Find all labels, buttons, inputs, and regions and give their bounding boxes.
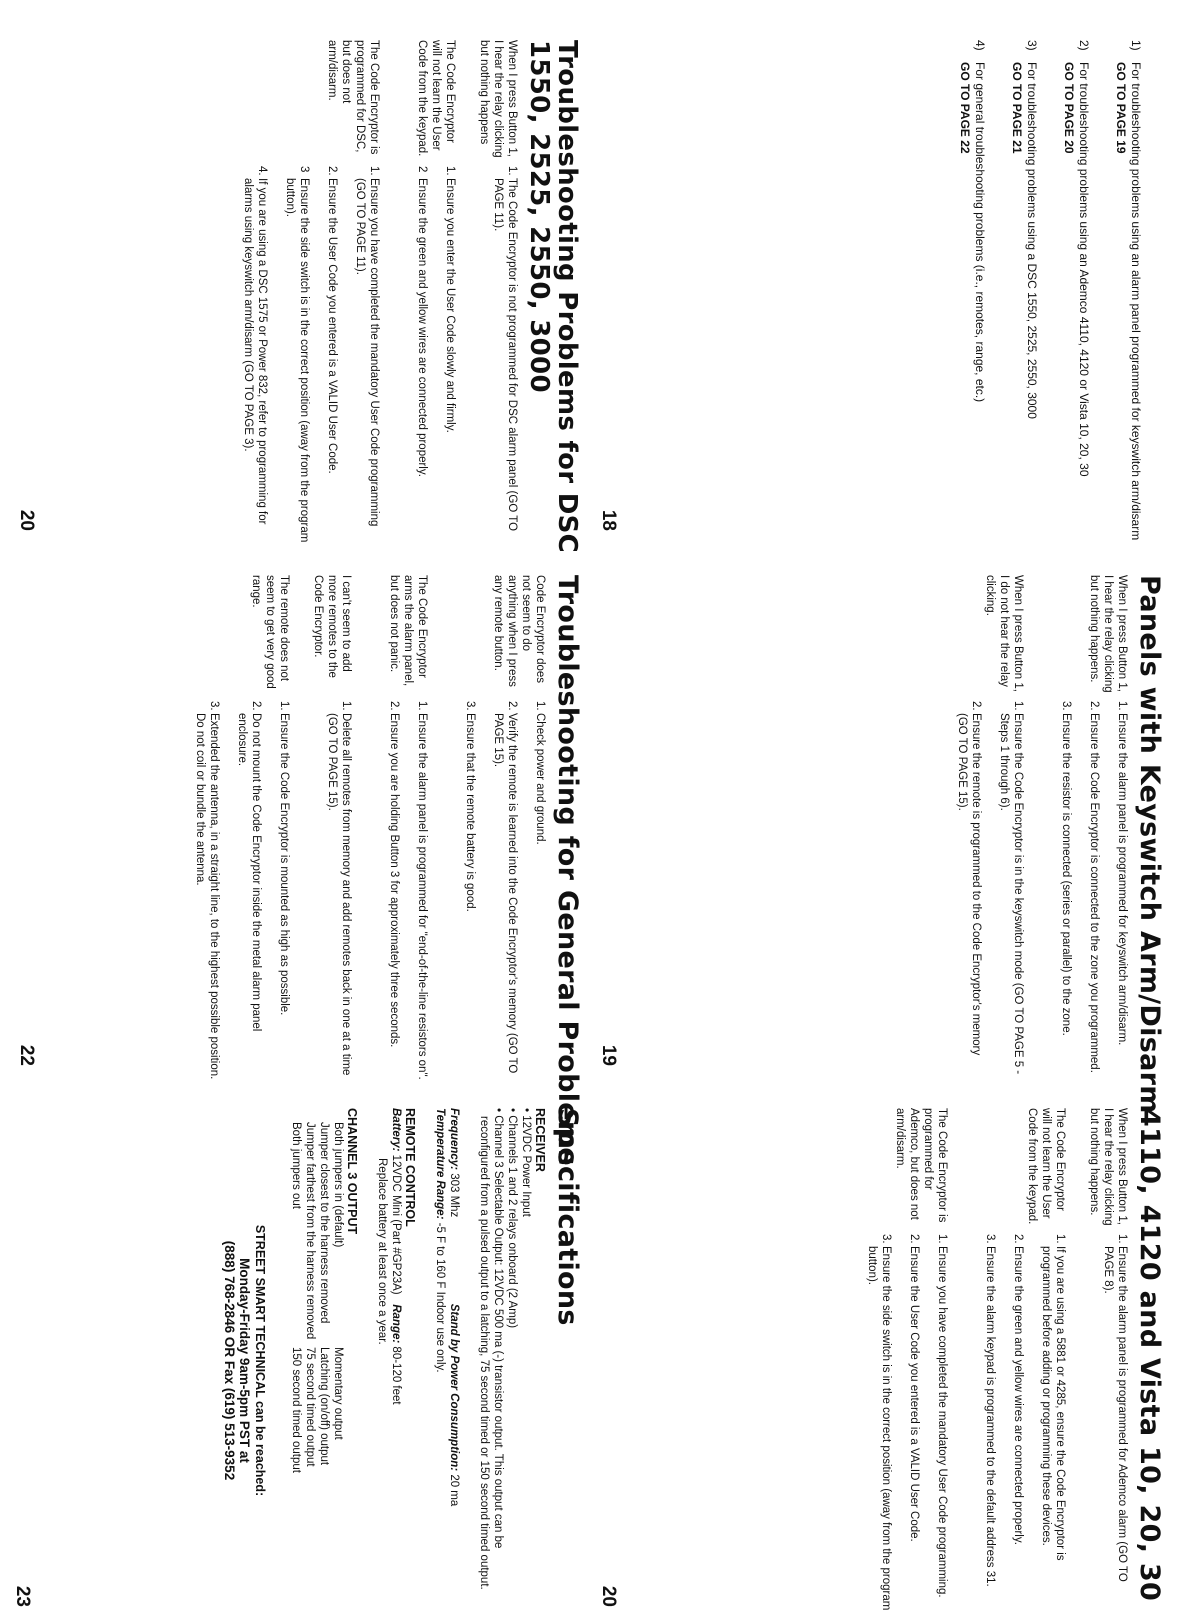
output-mode: 150 second timed output [290, 1347, 302, 1473]
page-20-ademco [598, 1108, 1165, 1613]
solution-item [415, 166, 429, 545]
battery-value: 12VDC Mini (Part #GP23A) [390, 1154, 402, 1295]
solution-text: Ensure the alarm panel is programmed for "end-of-the-line resistors on". [416, 713, 428, 1080]
solution-item [353, 166, 381, 545]
support-phone: (888) 768-2846 OR Fax (619) 513-9352 [222, 1240, 237, 1481]
solution-number: 4. [256, 166, 268, 176]
page-18-guide [598, 40, 1163, 545]
remote-heading: REMOTE CONTROL [403, 1108, 417, 1227]
solution-number: 1. [416, 701, 428, 711]
solution-number: 2. [1088, 701, 1100, 711]
channel3-row [303, 1108, 317, 1613]
solution-text: Ensure the alarm keypad is programmed to the default address 31. [984, 1246, 996, 1587]
trouble-row [851, 1108, 949, 1613]
range-value: 80-120 feet [390, 1346, 402, 1405]
problem-text: The Code Encryptor arms the alarm panel, but does not panic. [388, 575, 428, 687]
solution-item [1101, 1234, 1129, 1613]
solution-item [955, 701, 983, 1080]
problem-text: When I press Button 1, I hear the relay clicking but nothing happens. [1088, 575, 1128, 693]
solution-item [1115, 701, 1129, 1080]
trouble-row [449, 575, 547, 1080]
solution-number: 1. [1012, 701, 1024, 711]
solution-text: Check power and ground. [534, 713, 546, 845]
solution-number: 3. [208, 701, 220, 711]
guide-goto: GO TO PAGE 19 [1114, 62, 1128, 154]
trouble-row [477, 40, 519, 545]
guide-text: For troubleshooting problems using an Ademco 4110, 4120 or Vista 10, 20, 30 [1077, 62, 1091, 477]
guide-number: 1) [1129, 40, 1143, 51]
trouble-row [969, 1108, 1067, 1613]
solution-number: 1. [368, 166, 380, 176]
section-title: Troubleshooting Problems for DSC [552, 40, 582, 554]
solution-number: 3. [984, 1234, 996, 1244]
channel3-row [289, 1108, 303, 1613]
channel3-row [317, 1108, 331, 1613]
section-title: Specifications [552, 1108, 583, 1326]
problem-text: When I press Button 1, I do not hear the relay clicking. [984, 575, 1024, 692]
solution-text: Ensure the alarm panel is programmed for keyswitch arm/disarm. [1116, 713, 1128, 1046]
solution-item [491, 701, 519, 1080]
section-title: Troubleshooting for General Problems [552, 575, 583, 1166]
output-mode: 75 second timed output [304, 1347, 316, 1467]
receiver-item: • Channel 3 Selectable Output: 12VDC 500 ma (-) transistor output. This output can be reconfigured from a pulsed output to a latching, 75 second timed or 150 second timed output. [478, 1108, 504, 1590]
solution-text: Ensure the User Code you entered is a VALID User Code. [908, 1246, 920, 1542]
solution-text: Ensure the green and yellow wires are connected properly. [1012, 1246, 1024, 1545]
solution-text: Ensure you enter the User Code slowly and firmly. [444, 178, 456, 433]
section-title: 4110, 4120 and Vista 10, 20, 30 [1134, 1108, 1165, 1602]
problem-text: When I press Button 1, I hear the relay clicking but nothing happens [478, 40, 518, 158]
problem-text: The Code Encryptor will not learn the User Code from the keypad. [1026, 1108, 1066, 1225]
guide-item [1113, 40, 1143, 545]
solution-item [325, 166, 339, 545]
temperature-label: Temperature Range: [434, 1108, 446, 1220]
solution-text: Ensure the green and yellow wires are connected properly. [416, 178, 428, 477]
jumper-setting: Both jumpers out [290, 1122, 302, 1209]
channel3-row [331, 1108, 345, 1613]
solution-text: Ensure the User Code you entered is a VALID User Code. [326, 178, 338, 474]
solution-number: 2. [326, 166, 338, 176]
guide-item [957, 40, 987, 545]
trouble-row [373, 575, 429, 1080]
guide-number: 3) [1025, 40, 1039, 51]
solution-text: If you are using a 5881 or 4285, ensure the Code Encryptor is programmed before adding or programming these devices. [1040, 1246, 1066, 1561]
range-label: Range: [390, 1304, 402, 1344]
solution-item [193, 701, 221, 1080]
temperature-value: -5 F to 160 F Indoor use only. [434, 1222, 446, 1373]
section-title: Panels with Keyswitch Arm/Disarm [1134, 575, 1165, 1114]
problem-text: The Code Encryptor will not learn the User Code from the keypad. [416, 40, 456, 157]
receiver-item: • Channels 1 and 2 relays onboard (2 Amp) [506, 1108, 518, 1329]
solution-item [1011, 1234, 1025, 1613]
solution-text: Ensure the Code Encryptor is in the keyswitch mode (GO TO PAGE 5 - Steps 1 through 6). [998, 713, 1024, 1075]
solution-item [387, 701, 401, 1080]
problem-text: The Code Encryptor is programmed for DSC, but does not arm/disarm. [326, 40, 380, 155]
solution-text: Delete all remotes from memory and add remotes back in one at a time (GO TO PAGE 15). [326, 713, 352, 1076]
solution-text: Ensure you have completed the mandatory User Code programming (GO TO PAGE 11). [354, 178, 380, 527]
guide-item [1061, 40, 1091, 545]
solution-number: 1. [506, 166, 518, 176]
receiver-item: • 12VDC Power Input [520, 1108, 532, 1217]
page-number: 22 [16, 1044, 37, 1066]
trouble-row [1045, 575, 1129, 1080]
output-mode: Latching (on/off) output [318, 1347, 330, 1466]
solution-text: If you are using a DSC 1575 or Power 832, refer to programming for alarms using keyswitch arm/disarm (GO TO PAGE 3). [242, 178, 268, 525]
page-23-specifications [12, 1108, 583, 1613]
guide-text: For troubleshooting problems using a DSC 1550, 2525, 2550, 3000 [1025, 62, 1039, 419]
solution-number: 1. [534, 701, 546, 711]
trouble-row [941, 575, 1025, 1080]
guide-text: For general troubleshooting problems (i.e., remotes, range, etc.) [973, 62, 987, 403]
jumper-setting: Jumper farthest from the harness removed [304, 1122, 316, 1340]
battery-note: Replace battery at least once a year. [376, 1158, 388, 1345]
guide-goto: GO TO PAGE 20 [1062, 62, 1076, 154]
solution-item [907, 1234, 921, 1613]
solution-text: Ensure the Code Encryptor is mounted as high as possible. [278, 713, 290, 1016]
solution-number: 1. [1054, 1234, 1066, 1244]
problem-text: The remote does not seem to get very good range. [250, 575, 290, 689]
standby-label: Stand by Power Consumption: [448, 1303, 460, 1472]
solution-number: 2. [1012, 1234, 1024, 1244]
solution-number: 3. [880, 1234, 892, 1244]
frequency-value: 303 Mhz [448, 1173, 460, 1218]
problem-text: I can't seem to add more remotes to the Code Encryptor. [312, 575, 352, 678]
guide-goto: GO TO PAGE 22 [958, 62, 972, 154]
solution-item [1059, 701, 1073, 1080]
solution-item [935, 1234, 949, 1613]
receiver-heading: RECEIVER [533, 1108, 547, 1172]
page-21-dsc [15, 40, 582, 554]
solution-item [235, 701, 263, 1080]
trouble-row [401, 40, 457, 545]
channel3-heading: CHANNEL 3 OUTPUT [345, 1108, 359, 1235]
solution-item [491, 166, 519, 545]
output-mode: Momentary output [332, 1347, 344, 1440]
solution-item [1039, 1234, 1067, 1613]
frequency-block [433, 1108, 461, 1613]
solution-item [241, 166, 269, 545]
solution-number: 3 [298, 166, 310, 173]
trouble-row [179, 575, 291, 1080]
solution-text: Verify the remote is learned into the Code Encryptor's memory (GO TO PAGE 15). [492, 713, 518, 1074]
solution-item [415, 701, 429, 1080]
frequency-label: Frequency: [448, 1108, 460, 1170]
problem-text: When I press Button 1, I hear the relay clicking but nothing happens. [1088, 1108, 1128, 1226]
guide-text: For troubleshooting problems using an alarm panel programmed for keyswitch arm/disarm [1129, 62, 1143, 541]
support-line: STREET SMART TECHNICAL can be reached: [253, 1224, 267, 1497]
solution-number: 2. [506, 701, 518, 711]
solution-item [463, 701, 477, 1080]
receiver-block [477, 1108, 547, 1613]
page-number: 20 [16, 509, 37, 531]
guide-item [1009, 40, 1039, 545]
solution-number: 3. [1060, 701, 1072, 711]
solution-item [283, 166, 311, 545]
trouble-row [311, 575, 353, 1080]
solution-number: 2 [416, 166, 428, 173]
solution-text: Do not mount the Code Encryptor inside the metal alarm panel enclosure. [236, 713, 262, 1032]
solution-number: 2. [970, 701, 982, 711]
guide-number: 2) [1077, 40, 1091, 51]
solution-number: 1. [340, 701, 352, 711]
problem-text: Code Encryptor does not seem to do anything when I press any remote button. [492, 575, 546, 687]
solution-number: 2. [388, 701, 400, 711]
solution-number: 2. [250, 701, 262, 711]
solution-text: Ensure the alarm panel is programmed for Ademco alarm (GO TO PAGE 8). [1102, 1246, 1128, 1582]
solution-number: 1. [444, 166, 456, 176]
solution-number: 1. [1116, 1234, 1128, 1244]
solution-number: 3. [464, 701, 476, 711]
solution-text: Ensure that the remote battery is good. [464, 713, 476, 912]
solution-text: Ensure the side switch is in the correct position (away from the program button). [866, 1246, 892, 1611]
solution-text: Ensure the resistor is connected (series or parallel) to the zone. [1060, 713, 1072, 1036]
solution-number: 1. [936, 1234, 948, 1244]
battery-label: Battery: [390, 1108, 402, 1152]
jumper-setting: Jumper closest to the harness removed [318, 1122, 330, 1324]
solution-text: The Code Encryptor is not programmed for DSC alarm panel (GO TO PAGE 11). [492, 178, 518, 532]
solution-number: 2. [908, 1234, 920, 1244]
trouble-row [1087, 1108, 1129, 1613]
channel3-block [289, 1108, 359, 1613]
support-hours: Monday-Friday 9am-5pm PST at [237, 1258, 252, 1463]
section-subtitle: 1550, 2525, 2550, 3000 [524, 40, 554, 393]
page-number: 19 [598, 1044, 619, 1066]
solution-item [533, 701, 547, 1080]
remote-block [375, 1108, 417, 1613]
solution-item [865, 1234, 893, 1613]
solution-number: 1. [1116, 701, 1128, 711]
solution-item [1087, 701, 1101, 1080]
guide-number: 4) [973, 40, 987, 51]
solution-text: Ensure you have completed the mandatory User Code programming. [936, 1246, 948, 1598]
solution-item [277, 701, 291, 1080]
solution-text: Ensure the side switch is in the correct position (away from the program button). [284, 178, 310, 543]
page-number: 18 [598, 509, 619, 531]
jumper-setting: Both jumpers in (default) [332, 1122, 344, 1248]
standby-value: 20 ma [448, 1474, 460, 1507]
solution-item [325, 701, 353, 1080]
solution-text: Ensure you are holding Button 3 for approximately three seconds. [388, 713, 400, 1048]
page-19-keyswitch [598, 575, 1165, 1114]
solution-text: Extended the antenna, in a straight line, to the highest possible position. Do not coil or bundle the antenna. [194, 713, 220, 1080]
trouble-row [227, 40, 381, 545]
solution-item [983, 1234, 997, 1613]
solution-item [443, 166, 457, 545]
solution-number: 1. [278, 701, 290, 711]
page-number: 20 [598, 1585, 619, 1607]
solution-text: Ensure the remote is programmed to the Code Encryptor's memory (GO TO PAGE 15). [956, 713, 982, 1056]
solution-item [997, 701, 1025, 1080]
problem-text: The Code Encryptor is programmed for Ademco, but does not arm/disarm. [894, 1108, 948, 1223]
solution-text: Ensure the Code Encryptor is connected to the zone you programmed. [1088, 713, 1100, 1073]
guide-goto: GO TO PAGE 21 [1010, 62, 1024, 154]
technical-support [222, 1108, 267, 1613]
page-number: 23 [12, 1585, 33, 1607]
